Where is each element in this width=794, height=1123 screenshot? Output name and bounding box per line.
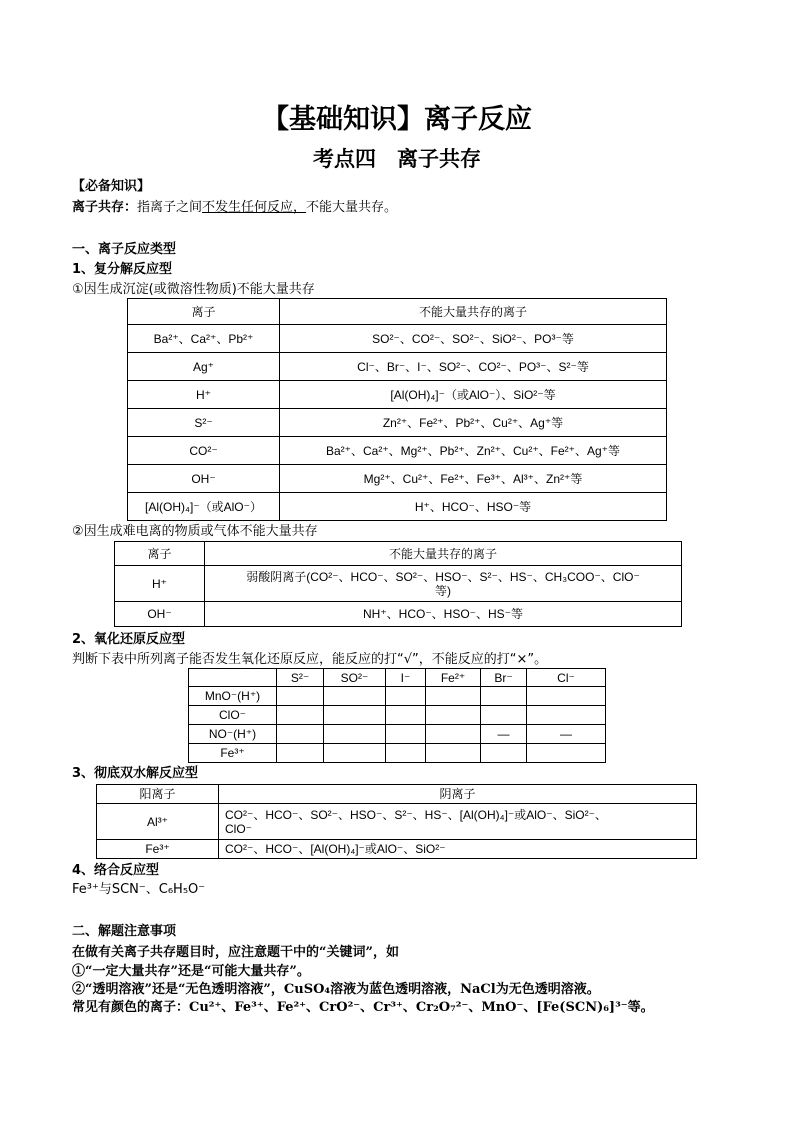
- section2-heading: 二、解题注意事项: [72, 924, 177, 939]
- row-header-cell: Fe³⁺: [189, 744, 277, 763]
- answer-cell[interactable]: [324, 725, 386, 744]
- definition-body: 指离子之间: [137, 200, 203, 215]
- answer-cell[interactable]: [324, 706, 386, 725]
- answer-cell[interactable]: [426, 687, 481, 706]
- cation-cell: Al³⁺: [97, 804, 219, 840]
- page-title: 【基础知识】离子反应: [262, 104, 532, 135]
- ion-cell: H⁺: [115, 566, 205, 602]
- table-header-row: [97, 785, 697, 804]
- table-row: [97, 840, 697, 859]
- ion-cell: Ba²⁺、Ca²⁺、Pb²⁺: [128, 325, 280, 353]
- note-line: ②“透明溶液”还是“无色透明溶液”，CuSO₄溶液为蓝色透明溶液，NaCl为无色透明溶液。: [72, 982, 600, 997]
- header-cell: 阳离子: [97, 785, 219, 804]
- ion-cell: Ag⁺: [128, 353, 280, 381]
- answer-cell[interactable]: [527, 706, 606, 725]
- row-header-cell: NO⁻(H⁺): [189, 725, 277, 744]
- answer-cell[interactable]: [426, 725, 481, 744]
- answer-cell[interactable]: [527, 687, 606, 706]
- ion-cell: H⁺: [128, 381, 280, 409]
- header-cell: 离子: [128, 299, 280, 325]
- header-cell: I⁻: [386, 669, 426, 687]
- note-line: ①“一定大量共存”还是“可能大量共存”。: [72, 964, 310, 979]
- answer-cell[interactable]: [527, 744, 606, 763]
- anion-line: CO²⁻、HCO⁻、SO²⁻、HSO⁻、S²⁻、HS⁻、[Al(OH)₄]⁻或AlO⁻、SiO²⁻、: [225, 807, 607, 822]
- table-row: [115, 602, 682, 627]
- table-row: [128, 437, 667, 465]
- header-cell: Cl⁻: [527, 669, 606, 687]
- header-cell: 阴离子: [219, 785, 697, 804]
- table-row: [128, 409, 667, 437]
- header-cell: 不能大量共存的离子: [280, 299, 667, 325]
- section1-heading: 一、离子反应类型: [72, 242, 177, 257]
- sub4-body: Fe³⁺与SCN⁻、C₆H₅O⁻: [72, 882, 206, 897]
- answer-cell[interactable]: [481, 744, 527, 763]
- cation-cell: Fe³⁺: [97, 840, 219, 859]
- definition-line: [72, 199, 397, 216]
- incompatible-cell: Cl⁻、Br⁻、I⁻、SO²⁻、CO²⁻、PO³⁻、S²⁻等: [280, 353, 667, 381]
- incompatible-cell: [Al(OH)₄]⁻（或AlO⁻）、SiO²⁻等: [280, 381, 667, 409]
- redox-table: [188, 668, 606, 763]
- precipitation-table: [127, 298, 667, 521]
- incompatible-cell: H⁺、HCO⁻、HSO⁻等: [280, 493, 667, 521]
- dash-cell: —: [481, 725, 527, 744]
- header-cell: Br⁻: [481, 669, 527, 687]
- hydrolysis-table: [96, 784, 697, 859]
- answer-cell[interactable]: [324, 744, 386, 763]
- table-row: [115, 566, 682, 602]
- answer-cell[interactable]: [481, 687, 527, 706]
- incompatible-line: 等): [435, 583, 451, 598]
- table-row: [128, 493, 667, 521]
- note-line: 在做有关离子共存题目时，应注意题干中的“关键词”，如: [72, 945, 399, 960]
- ion-cell: [Al(OH)₄]⁻（或AlO⁻）: [128, 493, 280, 521]
- ion-cell: S²⁻: [128, 409, 280, 437]
- table-header-row: [128, 299, 667, 325]
- table-row: [189, 725, 606, 744]
- table-header-row: [189, 669, 606, 687]
- table-header-row: [115, 542, 682, 566]
- answer-cell[interactable]: [426, 706, 481, 725]
- anion-cell: [219, 804, 697, 840]
- incompatible-line: 弱酸阴离子(CO²⁻、HCO⁻、SO²⁻、HSO⁻、S²⁻、HS⁻、CH₃COO⁻、ClO⁻: [246, 569, 640, 584]
- sub2-description: 判断下表中所列离子能否发生氧化还原反应，能反应的打“√”，不能反应的打“×”。: [72, 652, 548, 667]
- anion-line: ClO⁻: [225, 821, 252, 836]
- table-row: [128, 325, 667, 353]
- incompatible-cell: NH⁺、HCO⁻、HSO⁻、HS⁻等: [205, 602, 682, 627]
- incompatible-cell: Ba²⁺、Ca²⁺、Mg²⁺、Pb²⁺、Zn²⁺、Cu²⁺、Fe²⁺、Ag⁺等: [280, 437, 667, 465]
- header-cell: S²⁻: [277, 669, 324, 687]
- table-row: [128, 381, 667, 409]
- incompatible-cell: Zn²⁺、Fe²⁺、Pb²⁺、Cu²⁺、Ag⁺等: [280, 409, 667, 437]
- incompatible-cell: [205, 566, 682, 602]
- anion-cell: CO²⁻、HCO⁻、[Al(OH)₄]⁻或AlO⁻、SiO²⁻: [219, 840, 697, 859]
- header-cell: 离子: [115, 542, 205, 566]
- sub4-heading: 4、络合反应型: [72, 863, 160, 878]
- corner-cell: [189, 669, 277, 687]
- definition-underlined: 不发生任何反应，: [202, 200, 307, 215]
- row-header-cell: ClO⁻: [189, 706, 277, 725]
- row-header-cell: MnO⁻(H⁺): [189, 687, 277, 706]
- sub3-heading: 3、彻底双水解反应型: [72, 766, 199, 781]
- answer-cell[interactable]: [386, 725, 426, 744]
- answer-cell[interactable]: [386, 706, 426, 725]
- answer-cell[interactable]: [277, 687, 324, 706]
- ion-cell: OH⁻: [128, 465, 280, 493]
- answer-cell[interactable]: [386, 687, 426, 706]
- answer-cell[interactable]: [324, 687, 386, 706]
- table-row: [189, 744, 606, 763]
- sub1-heading: 1、复分解反应型: [72, 262, 173, 277]
- weak-electrolyte-table: [114, 541, 682, 627]
- table-row: [189, 706, 606, 725]
- answer-cell[interactable]: [277, 744, 324, 763]
- header-cell: Fe²⁺: [426, 669, 481, 687]
- incompatible-cell: SO²⁻、CO²⁻、SO²⁻、SiO²⁻、PO³⁻等: [280, 325, 667, 353]
- ion-cell: OH⁻: [115, 602, 205, 627]
- table-row: [189, 687, 606, 706]
- answer-cell[interactable]: [481, 706, 527, 725]
- answer-cell[interactable]: [277, 706, 324, 725]
- header-cell: SO²⁻: [324, 669, 386, 687]
- table-row: [97, 804, 697, 840]
- answer-cell[interactable]: [426, 744, 481, 763]
- table-row: [128, 465, 667, 493]
- answer-cell[interactable]: [277, 725, 324, 744]
- dash-cell: —: [527, 725, 606, 744]
- definition-term: 离子共存：: [72, 200, 138, 215]
- header-cell: 不能大量共存的离子: [205, 542, 682, 566]
- sub2-heading: 2、氧化还原反应型: [72, 632, 186, 647]
- table-row: [128, 353, 667, 381]
- sub1-a-heading: ①因生成沉淀(或微溶性物质)不能大量共存: [72, 282, 315, 297]
- ion-cell: CO²⁻: [128, 437, 280, 465]
- answer-cell[interactable]: [386, 744, 426, 763]
- must-know-label: 【必备知识】: [72, 179, 151, 194]
- note-line: 常见有颜色的离子：Cu²⁺、Fe³⁺、Fe²⁺、CrO²⁻、Cr³⁺、Cr₂O₇²⁻、MnO⁻、[Fe(SCN)₆]³⁻等。: [72, 1000, 654, 1015]
- sub1-b-heading: ②因生成难电离的物质或气体不能大量共存: [72, 524, 318, 539]
- definition-end: 不能大量共存。: [306, 200, 398, 215]
- incompatible-cell: Mg²⁺、Cu²⁺、Fe²⁺、Fe³⁺、Al³⁺、Zn²⁺等: [280, 465, 667, 493]
- page-subtitle: 考点四 离子共存: [313, 146, 481, 171]
